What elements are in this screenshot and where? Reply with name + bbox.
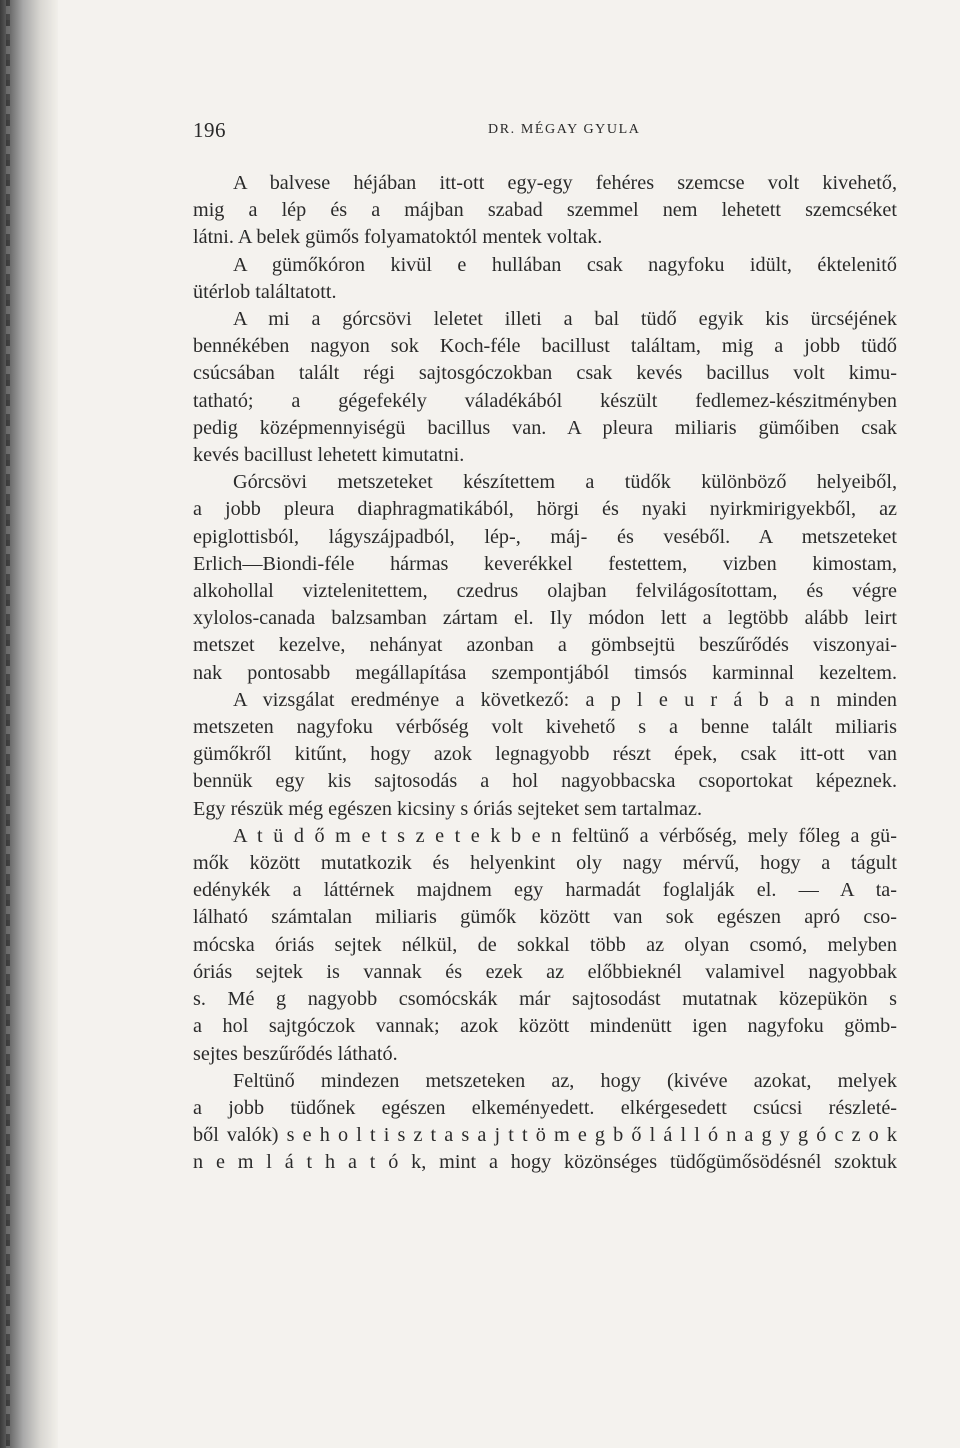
text-line: epiglottisból, lágyszájpadból, lép-, máj- és veséből. A metszeteket (193, 525, 897, 548)
text-line: metszet kezelve, nehányat azonban a gömbsejtü beszűrődés viszonyai- (193, 634, 897, 657)
text-line: gümőkről kitűnt, hogy azok legnagyobb részt épek, csak itt-ott van (193, 743, 897, 766)
page-header (193, 118, 897, 156)
book-binding-shadow (0, 0, 58, 1448)
text-line: A gümőkóron kivül e hullában csak nagyfoku idült, éktelenitő (233, 253, 897, 276)
running-head: DR. MÉGAY GYULA (488, 122, 641, 137)
text-line: ütérlob találtatott. (193, 280, 337, 303)
text-line: n e m l á t h a t ó k, mint a hogy közönséges tüdőgümősödésnél szoktuk (193, 1151, 897, 1174)
text-line: óriás sejtek is vannak és ezek az előbbieknél valamivel nagyobbak (193, 960, 897, 983)
text-line: a jobb tüdőnek egészen elkeményedett. elkérgesedett csúcsi részleté- (193, 1096, 897, 1119)
text-line: mócska óriás sejtek nélkül, de sokkal több az olyan csomó, melyben (193, 933, 897, 956)
text-line: alkohollal viztelenitettem, czedrus olajban felvilágosítottam, és végre (193, 580, 897, 603)
text-line: s. Mé g nagyobb csomócskák már sajtosodást mutatnak közepükön s (193, 988, 897, 1011)
body-text (193, 170, 897, 1177)
text-line: a hol sajtgóczok vannak; azok között mindenütt igen nagyfoku gömb- (193, 1015, 897, 1038)
text-line: Feltünő mindezen metszeteken az, hogy (kivéve azokat, melyek (233, 1069, 897, 1092)
book-page (193, 118, 897, 1177)
text-line: A t ü d ő m e t s z e t e k b e n feltünő a vérbőség, mely főleg a gü- (233, 824, 897, 847)
text-line: lálható számtalan miliaris gümők között van sok egészen apró cso- (193, 906, 897, 929)
text-line: edénykék a láttérnek majdnem egy harmadát foglalják el. — A ta- (193, 879, 897, 902)
text-line: ből valók) s e h o l t i s z t a s a j t t ö m e g b ő l á l l ó n a g y g ó c z o k (193, 1124, 897, 1147)
text-line: sejtes beszűrődés látható. (193, 1042, 398, 1065)
text-line: tatható; a gégefekély váladékából készült fedlemez-készitményben (193, 389, 897, 412)
text-line: csúcsában talált régi sajtosgóczokban csak kevés bacillus volt kimu- (193, 362, 897, 385)
text-line: nak pontosabb megállapítása szempontjából timsós karminnal kezeltem. (193, 661, 897, 684)
text-line: Erlich—Biondi-féle hármas keverékkel festettem, vizben kimostam, (193, 552, 897, 575)
text-line: látni. A belek gümős folyamatoktól mentek voltak. (193, 226, 603, 249)
text-line: Górcsövi metszeteket készítettem a tüdők különböző helyeiből, (233, 471, 897, 494)
text-line: bennékében nagyon sok Koch-féle bacillust találtam, mig a jobb tüdő (193, 335, 897, 358)
text-line: A balvese héjában itt-ott egy-egy fehéres szemcse volt kivehető, (233, 172, 897, 194)
text-line: A vizsgálat eredménye a következő: a p l e u r á b a n minden (233, 688, 897, 711)
text-line: metszeten nagyfoku vérbőség volt kivehető s a benne talált miliaris (193, 716, 897, 739)
text-line: a jobb pleura diaphragmatikából, hörgi és nyaki nyirkmirigyekből, az (193, 498, 897, 521)
text-line: pedig középmennyiségü bacillus van. A pleura miliaris gümőiben csak (193, 416, 897, 439)
text-line: mők között mutatkozik és helyenkint oly nagy mérvű, hogy a tágult (193, 852, 897, 875)
text-line: bennük egy kis sajtosodás a hol nagyobbacska csoportokat képeznek. (193, 770, 897, 793)
text-line: kevés bacillust lehetett kimutatni. (193, 444, 465, 467)
text-line: xylolos-canada balzsamban zártam el. Ily módon lett a legtöbb alább leirt (193, 607, 897, 630)
text-line: mig a lép és a májban szabad szemmel nem lehetett szemcséket (193, 199, 897, 222)
text-line: A mi a górcsövi leletet illeti a bal tüdő egyik kis ürcséjének (233, 308, 897, 331)
page-number: 196 (193, 118, 226, 142)
text-line: Egy részük még egészen kicsiny s óriás sejteket sem tartalmaz. (193, 797, 702, 820)
